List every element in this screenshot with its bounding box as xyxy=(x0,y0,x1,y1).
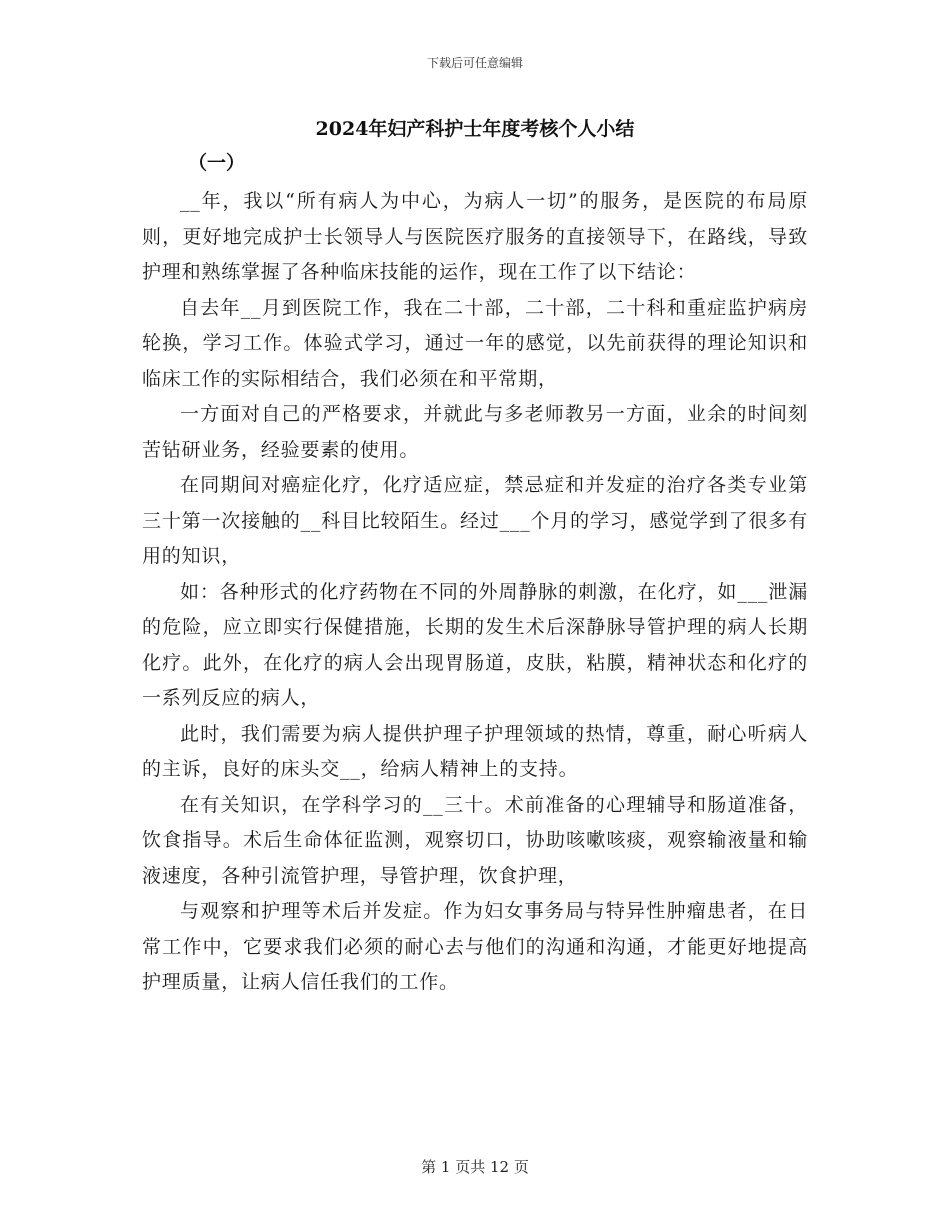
paragraph-1: __年，我以“所有病人为中心，为病人一切”的服务，是医院的布局原则，更好地完成护士长领导人与医院医疗服务的直接领导下，在路线，导致护理和熟练掌握了各种临床技能的运作，现在工作了以下结论： xyxy=(142,190,808,283)
section-label: （一） xyxy=(188,152,246,174)
paragraph-4: 在同期间对癌症化疗，化疗适应症，禁忌症和并发症的治疗各类专业第三十第一次接触的__科目比较陌生。经过___个月的学习，感觉学到了很多有用的知识， xyxy=(142,474,808,567)
document-title: 2024年妇产科护士年度考核个人小结 xyxy=(315,118,635,140)
header-note: 下载后可任意编辑 xyxy=(426,56,523,70)
paragraph-2: 自去年__月到医院工作，我在二十部，二十部，二十科和重症监护病房轮换，学习工作。体验式学习，通过一年的感觉，以先前获得的理论知识和临床工作的实际相结合，我们必须在和平常期， xyxy=(142,296,808,390)
paragraph-5: 如：各种形式的化疗药物在不同的外周静脉的刺激，在化疗，如___泄漏的危险，应立即实行保健措施，长期的发生术后深静脉导管护理的病人长期化疗。此外，在化疗的病人会出现胃肠道，皮肤，粘膜，精神状态和化疗的一系列反应的病人， xyxy=(142,580,808,709)
page-footer: 第 1 页共 12 页 xyxy=(421,1158,529,1176)
paragraph-7: 在有关知识，在学科学习的__三十。术前准备的心理辅导和肠道准备，饮食指导。术后生命体征监测，观察切口，协助咳嗽咳痰，观察输液量和输液速度，各种引流管护理，导管护理，饮食护理， xyxy=(142,793,808,887)
document-body xyxy=(142,184,808,1001)
paragraph-3: 一方面对自己的严格要求，并就此与多老师教另一方面，业余的时间刻苦钻研业务，经验要素的使用。 xyxy=(142,403,808,461)
paragraph-8: 与观察和护理等术后并发症。作为妇女事务局与特异性肿瘤患者，在日常工作中，它要求我们必须的耐心去与他们的沟通和沟通，才能更好地提高护理质量，让病人信任我们的工作。 xyxy=(142,900,808,993)
paragraph-6: 此时，我们需要为病人提供护理子护理领域的热情，尊重，耐心听病人的主诉，良好的床头交__，给病人精神上的支持。 xyxy=(142,722,808,780)
